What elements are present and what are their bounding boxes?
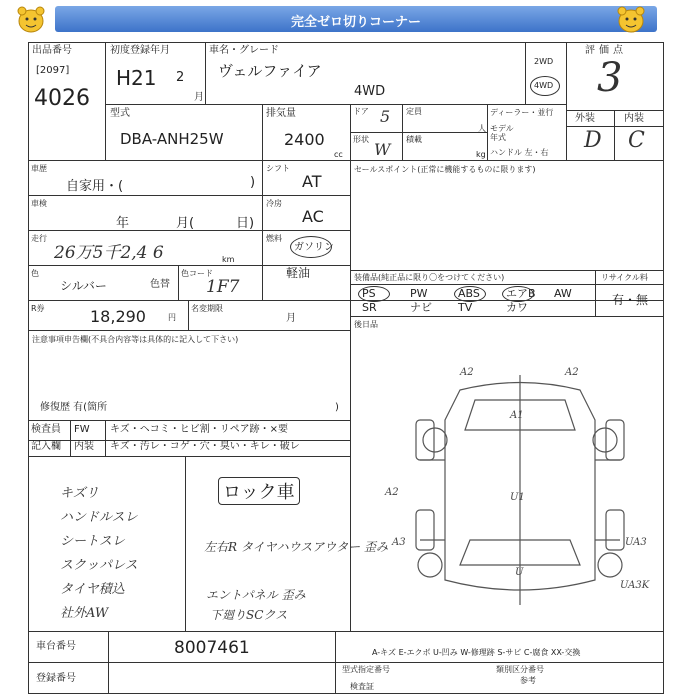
model-year-label: モデル年式 <box>490 124 514 142</box>
exterior-label: 外装 <box>575 113 595 124</box>
grade-value: 3 <box>597 55 623 101</box>
equipment-item-1-0: SR <box>362 301 377 314</box>
capacity-label: 定員 <box>406 107 422 116</box>
model-value: DBA-ANH25W <box>120 130 224 148</box>
lot-sub: [2097] <box>36 65 70 76</box>
first-reg-era: H21 <box>116 66 157 90</box>
locked-car-stamp: ロック車 <box>218 477 300 505</box>
recycle-label: リサイクル料 <box>601 273 648 282</box>
equipment-label: 装備品(純正品に限り〇をつけてください) <box>354 273 505 282</box>
diagram-mark-ua3: UA3 <box>625 537 647 548</box>
color-code-label: 色コード <box>181 269 213 278</box>
mascot-right-icon <box>614 4 648 34</box>
equipment-item-1-2: TV <box>458 301 473 314</box>
color-code: 1F7 <box>206 277 240 297</box>
inspection-day: 日) <box>236 216 255 231</box>
ac-label: 冷房 <box>266 199 282 208</box>
first-reg-month: 2 <box>176 70 185 85</box>
remark-left-3: スクッパレス <box>60 558 138 573</box>
inspection-month: 月( <box>176 216 195 231</box>
recycle-value: 有・無 <box>612 293 649 307</box>
header-banner <box>55 6 657 32</box>
first-reg-month-unit: 月 <box>194 92 204 103</box>
equipment-item-0-2: ABS <box>458 287 480 300</box>
equipment-item-1-1: ナビ <box>410 301 432 314</box>
shift-label: シフト <box>266 164 290 173</box>
diagram-mark-u: U <box>515 567 524 578</box>
car-drive: 4WD <box>354 84 386 99</box>
diagram-mark-u1: U1 <box>510 492 525 503</box>
mileage-label: 走行 <box>31 234 47 243</box>
drive-4wd: 4WD <box>534 81 554 90</box>
loading-unit: kg <box>476 150 486 159</box>
notes-label: 注意事項申告欄(不具合内容等は具体的に記入して下さい) <box>32 335 239 344</box>
dealer-label: ディーラー・並行 <box>490 108 554 117</box>
capacity-unit: 人 <box>478 124 486 133</box>
legend: A-キズ E-エクボ U-凹み W-修理跡 S-サビ C-腐食 XX-交換 <box>372 648 581 657</box>
equipment-circle-0-0 <box>358 286 390 302</box>
diagram-mark-ua3k: UA3K <box>620 580 650 591</box>
interior-label: 内装 <box>624 113 644 124</box>
diagram-mark-a3: A3 <box>392 537 406 548</box>
equipment-circle-0-2 <box>454 286 486 302</box>
remark-left-2: シートスレ <box>60 534 125 549</box>
inspector-row1: キズ・ヘコミ・ヒビ割・リペア跡・×要 <box>110 424 288 435</box>
diagram-mark-a1: A1 <box>510 410 524 421</box>
equipment-item-0-4: AW <box>554 287 572 300</box>
mileage-value: 26万5千2,4 6 <box>54 243 164 263</box>
remark-left-5: 社外AW <box>60 606 109 621</box>
inspector-row2: キズ・汚レ・コゲ・穴・臭い・キレ・破レ <box>110 441 300 452</box>
equipment-item-1-3: カワ <box>506 301 528 314</box>
chassis-value: 8007461 <box>174 638 250 658</box>
doors-label: ドア <box>353 107 369 116</box>
equipment-circle-0-3 <box>502 286 534 302</box>
mileage-unit: km <box>222 255 235 264</box>
price-label: R券 <box>31 304 45 313</box>
inspector-row2-label: 内装 <box>74 441 94 452</box>
shape-label: 形状 <box>353 135 369 144</box>
displacement-unit: cc <box>334 150 343 159</box>
car-label: 車名・グレード <box>209 45 279 56</box>
tax-label: 名変期限 <box>191 304 223 313</box>
registration-label: 登録番号 <box>36 673 76 684</box>
inspector-row1-label: FW <box>74 424 90 435</box>
loading-label: 積載 <box>406 135 422 144</box>
usage-label: 車歴 <box>31 164 47 173</box>
inspection-year: 年 <box>116 216 130 231</box>
mascot-left-icon <box>14 4 48 34</box>
remark-right-2: エントパネル 歪み <box>206 588 306 602</box>
displacement-value: 2400 <box>284 130 325 149</box>
equipment-item-0-1: PW <box>410 287 428 300</box>
remark-right-1: 左右R タイヤハウスアウター 歪み <box>204 540 388 554</box>
tax-unit: 月 <box>286 313 296 324</box>
handle-label: ハンドル 左・右 <box>490 148 549 157</box>
fuel-gas: ガソリン <box>294 242 334 253</box>
remark-left-0: キズリ <box>60 486 99 501</box>
notes-repair-close: ) <box>335 402 339 413</box>
displacement-label: 排気量 <box>266 108 296 119</box>
model-label: 型式 <box>110 108 130 119</box>
footer-d: 参考 <box>520 676 536 685</box>
shift-value: AT <box>302 172 322 191</box>
equipment-item-0-3: エアB <box>506 287 536 300</box>
fuel-label: 燃料 <box>266 234 282 243</box>
rear-seat-label: 後日品 <box>354 320 378 329</box>
lot-number: 4026 <box>34 86 90 111</box>
inspection-label: 車検 <box>31 199 47 208</box>
selling-points-label: セールスポイント(正常に機能するものに限ります) <box>354 165 536 174</box>
remark-left-4: タイヤ積込 <box>60 582 125 597</box>
equipment-item-0-0: PS <box>362 287 376 300</box>
usage-value: 自家用・( <box>66 179 124 194</box>
remark-left-1: ハンドルスレ <box>60 510 138 525</box>
inspector-label-1: 検査員 <box>31 424 61 435</box>
fuel-diesel: 軽油 <box>286 266 311 280</box>
shape-value: W <box>374 140 391 159</box>
header-title: 完全ゼロ切りコーナー <box>290 15 421 30</box>
diagram-mark-a2-side: A2 <box>385 487 399 498</box>
price-unit: 円 <box>168 313 176 322</box>
doors-value: 5 <box>380 107 391 126</box>
color-value: シルバー <box>60 279 107 293</box>
car-damage-diagram <box>380 360 660 620</box>
diagram-mark-a2-right: A2 <box>565 367 579 378</box>
notes-repair: 修復歴 有(箇所 <box>40 402 108 413</box>
ac-value: AC <box>302 207 324 226</box>
chassis-label: 車台番号 <box>36 641 76 652</box>
grade-label: 評価点 <box>585 45 627 56</box>
car-name: ヴェルファイア <box>218 62 322 80</box>
footer-b: 類別区分番号 <box>496 665 544 674</box>
lot-label: 出品番号 <box>32 45 72 56</box>
first-reg-label: 初度登録年月 <box>110 45 170 56</box>
usage-close: ) <box>250 175 256 190</box>
footer-a: 型式指定番号 <box>342 665 390 674</box>
drive-2wd: 2WD <box>534 57 554 66</box>
inspector-label-2: 記入欄 <box>31 441 61 452</box>
exterior-value: D <box>584 128 602 153</box>
diagram-mark-a2-left: A2 <box>460 367 474 378</box>
remark-right-3: 下廻りSCクス <box>210 608 288 622</box>
color-label: 色 <box>31 269 39 278</box>
interior-value: C <box>628 128 645 153</box>
price-value: 18,290 <box>90 307 146 326</box>
footer-c: 検査証 <box>350 682 374 691</box>
color-change-label: 色替 <box>150 279 170 290</box>
